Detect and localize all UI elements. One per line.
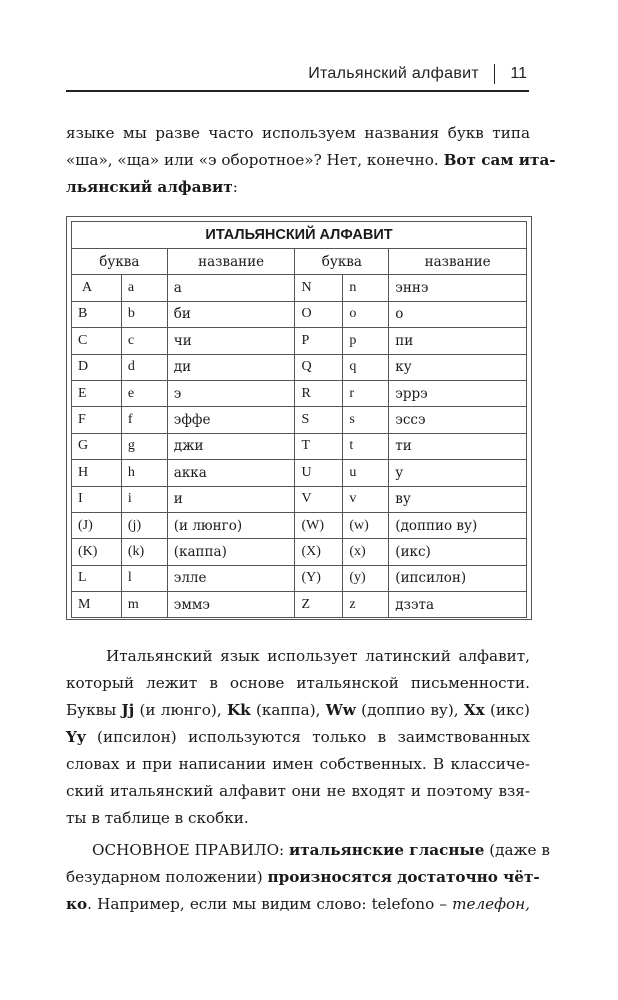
- table-row: I i и V v ву: [72, 486, 527, 512]
- table-caption: ИТАЛЬЯНСКИЙ АЛФАВИТ: [72, 222, 527, 249]
- para3-line-2: безударном положении) произносятся достаточно чёт-: [66, 868, 540, 886]
- column-header-letter: буква: [72, 249, 168, 275]
- para2-line-6: ский итальянский алфавит они не входят и поэтому взя-: [66, 782, 530, 800]
- alphabet-table: [71, 221, 527, 618]
- para3-line-3: ко. Например, если мы видим слово: telefono – телефон,: [66, 895, 530, 913]
- body-paragraph-3: [66, 837, 550, 918]
- para2-line-7: ты в таблице в скобки.: [66, 809, 249, 827]
- intro-line-1: языке мы разве часто используем названия букв типа: [66, 124, 530, 142]
- table-row: B b би O o о: [72, 301, 527, 327]
- column-header-name: название: [389, 249, 527, 275]
- para2-line-4: Yy (ипсилон) используются только в заимствованных: [66, 728, 530, 746]
- header-separator: [494, 64, 496, 84]
- table-row: D d ди Q q ку: [72, 354, 527, 380]
- table-row: C c чи P p пи: [72, 328, 527, 354]
- table-row: E e э R r эррэ: [72, 380, 527, 406]
- para2-line-1: Итальянский язык использует латинский алфавит,: [106, 647, 530, 665]
- table-row: F f эффе S s эссэ: [72, 407, 527, 433]
- column-header-letter: буква: [295, 249, 389, 275]
- para2-line-3: Буквы Jj (и люнго), Kk (каппа), Ww (доппио ву), Xx (икс): [66, 701, 530, 719]
- para3-line-1: ОСНОВНОЕ ПРАВИЛО: итальянские гласные (даже в: [92, 841, 550, 859]
- intro-line-2: «ша», «ща» или «э оборотное»? Нет, конечно. Вот сам ита-: [66, 151, 556, 169]
- table-row: L l элле (Y) (y) (ипсилон): [72, 565, 527, 591]
- body-paragraph-2: [66, 643, 530, 832]
- table-row: (K) (k) (каппа) (X) (x) (икс): [72, 539, 527, 565]
- table-row: G g джи T t ти: [72, 433, 527, 459]
- table-row: A a а N n эннэ: [72, 275, 527, 301]
- para2-line-2: который лежит в основе итальянской письменности.: [66, 674, 530, 692]
- running-header: [66, 62, 529, 92]
- intro-line-3: льянский алфавит:: [66, 178, 238, 196]
- header-title: Итальянский алфавит: [308, 65, 479, 82]
- table-row: H h акка U u у: [72, 460, 527, 486]
- table-row: (J) (j) (и люнго) (W) (w) (доппио ву): [72, 512, 527, 538]
- para2-line-5: словах и при написании имен собственных. В классиче-: [66, 755, 530, 773]
- header-rule: [66, 90, 529, 92]
- intro-paragraph: [66, 120, 556, 201]
- page-number: 11: [510, 65, 527, 82]
- column-header-name: название: [167, 249, 295, 275]
- alphabet-table-frame: [66, 216, 532, 620]
- table-row: M m эммэ Z z дзэта: [72, 592, 527, 618]
